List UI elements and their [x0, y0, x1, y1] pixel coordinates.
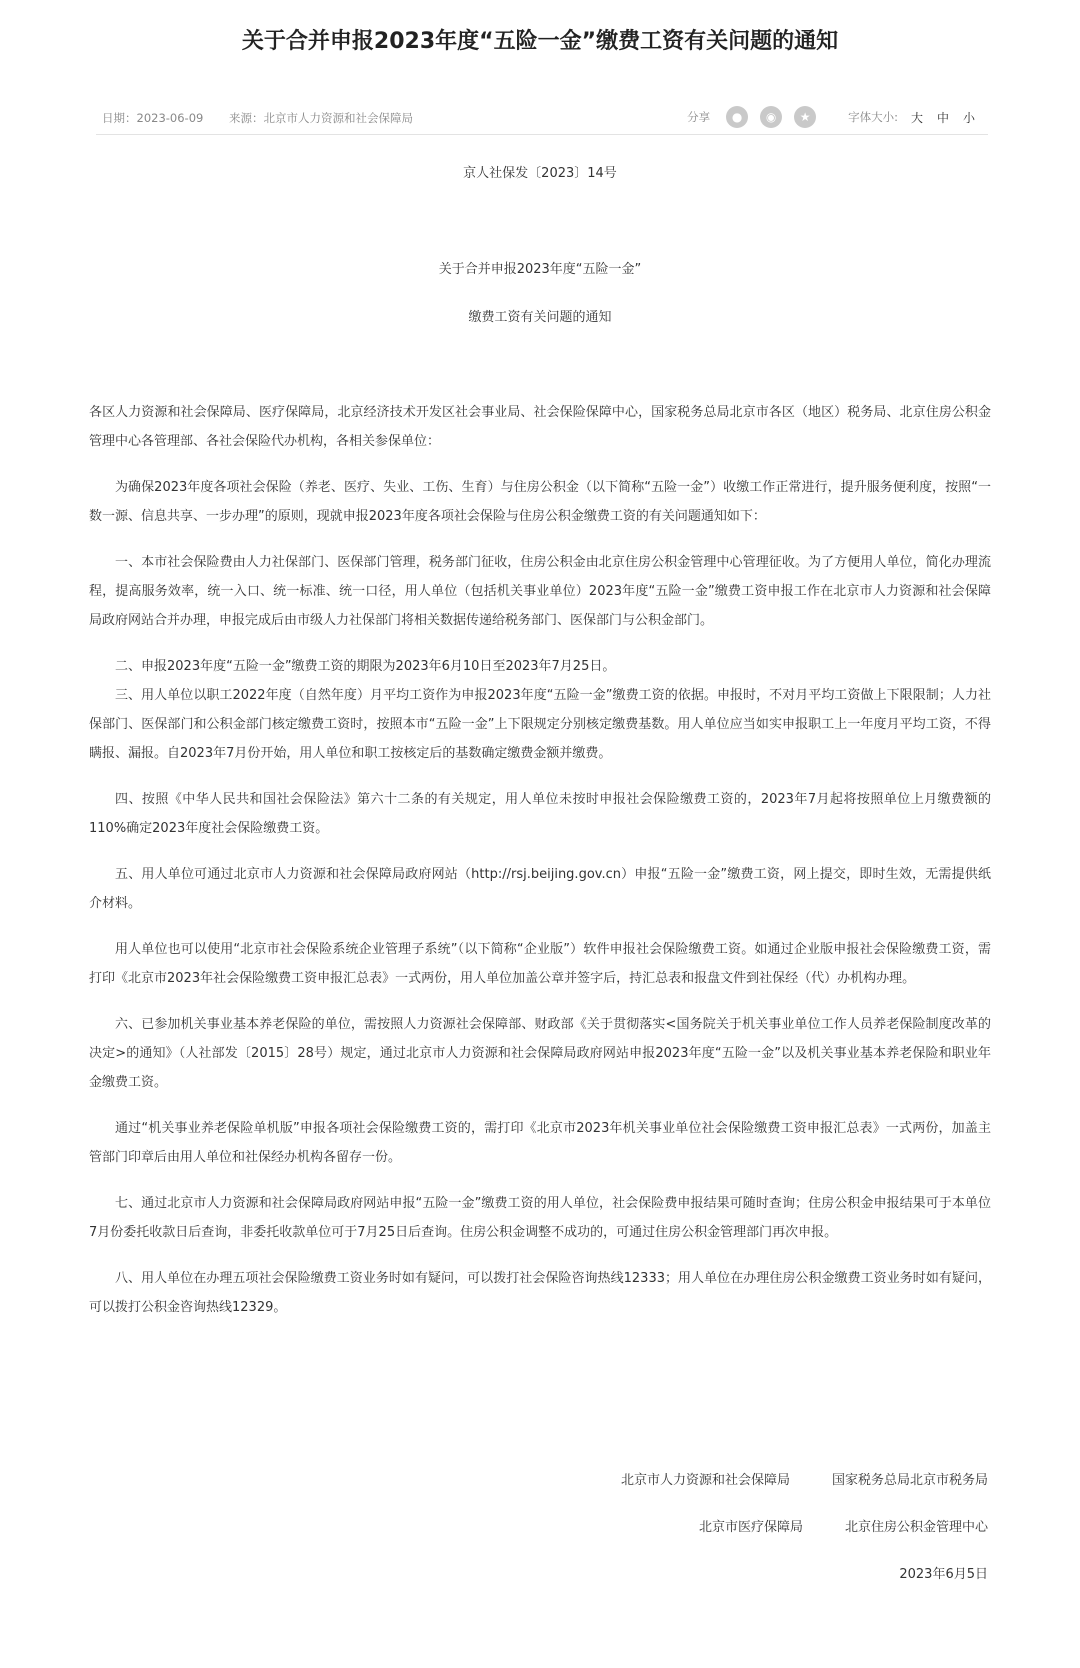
signature-org-housing-fund: 北京住房公积金管理中心 [844, 1520, 988, 1535]
document-subtitle-line-1: 关于合并申报2023年度“五险一金” [438, 262, 642, 277]
wechat-icon[interactable]: ● [726, 106, 748, 128]
signature-org-medical: 北京市医疗保障局 [698, 1520, 803, 1535]
source: 来源：北京市人力资源和社会保障局 [229, 111, 413, 125]
section-2-paragraph: 二、申报2023年度“五险一金”缴费工资的期限为2023年6月10日至2023年7月25日。 [115, 659, 616, 674]
favorite-icon[interactable]: ★ [794, 106, 816, 128]
section-8-paragraph: 八、用人单位在办理五项社会保险缴费工资业务时如有疑问，可以拨打社会保险咨询热线12333；用人单位在办理住房公积金缴费工资业务时如有疑问，可以拨打公积金咨询热线12329。 [89, 1271, 991, 1315]
section-4-paragraph: 四、按照《中华人民共和国社会保险法》第六十二条的有关规定，用人单位未按时申报社会保险缴费工资的，2023年7月起将按照单位上月缴费额的110%确定2023年度社会保险缴费工资。 [89, 792, 991, 836]
document-subtitle-line-2: 缴费工资有关问题的通知 [468, 310, 612, 325]
section-5-paragraph: 五、用人单位可通过北京市人力资源和社会保障局政府网站（http://rsj.beijing.gov.cn）申报“五险一金”缴费工资，网上提交，即时生效，无需提供纸介材料。 [89, 867, 991, 911]
addressee-paragraph: 各区人力资源和社会保障局、医疗保障局，北京经济技术开发区社会事业局、社会保险保障中心，国家税务总局北京市各区（地区）税务局、北京住房公积金管理中心各管理部、各社会保险代办机构，各相关参保单位： [89, 405, 991, 449]
publish-date: 日期：2023-06-09 [102, 111, 204, 125]
font-size-small-button[interactable]: 小 [962, 110, 975, 125]
signature-block [579, 1473, 988, 1614]
document-number: 京人社保发〔2023〕14号 [463, 166, 617, 181]
meta-bar [96, 104, 988, 135]
weibo-icon[interactable]: ◉ [760, 106, 782, 128]
section-7-paragraph: 七、通过北京市人力资源和社会保障局政府网站申报“五险一金”缴费工资的用人单位，社会保险费申报结果可随时查询；住房公积金申报结果可于本单位7月份委托收款日后查询，非委托收款单位可于7月25日后查询。住房公积金调整不成功的，可通过住房公积金管理部门再次申报。 [89, 1196, 991, 1240]
section-5-supplement-paragraph: 用人单位也可以使用“北京市社会保险系统企业管理子系统”（以下简称“企业版”）软件申报社会保险缴费工资。如通过企业版申报社会保险缴费工资，需打印《北京市2023年社会保险缴费工资申报汇总表》一式两份，用人单位加盖公章并签字后，持汇总表和报盘文件到社保经（代）办机构办理。 [89, 942, 991, 986]
page-title: 关于合并申报2023年度“五险一金”缴费工资有关问题的通知 [241, 29, 839, 54]
meta-info [102, 110, 435, 126]
section-6-paragraph: 六、已参加机关事业基本养老保险的单位，需按照人力资源社会保障部、财政部《关于贯彻落实<国务院关于机关事业单位工作人员养老保险制度改革的决定>的通知》（人社部发〔2015〕28号）规定，通过北京市人力资源和社会保障局政府网站申报2023年度“五险一金”以及机关事业基本养老保险和职业年金缴费工资。 [89, 1017, 991, 1090]
intro-paragraph: 为确保2023年度各项社会保险（养老、医疗、失业、工伤、生育）与住房公积金（以下简称“五险一金”）收缴工作正常进行，提升服务便利度，按照“一数一源、信息共享、一步办理”的原则，现就申报2023年度各项社会保险与住房公积金缴费工资的有关问题通知如下： [89, 480, 991, 524]
meta-tools [687, 104, 982, 130]
section-1-paragraph: 一、本市社会保险费由人力社保部门、医保部门管理，税务部门征收，住房公积金由北京住房公积金管理中心管理征收。为了方便用人单位，简化办理流程，提高服务效率，统一入口、统一标准、统一口径，用人单位（包括机关事业单位）2023年度“五险一金”缴费工资申报工作在北京市人力资源和社会保障局政府网站合并办理，申报完成后由市级人力社保部门将相关数据传递给税务部门、医保部门与公积金部门。 [89, 555, 991, 628]
font-size-medium-button[interactable]: 中 [936, 110, 949, 125]
document-body [89, 398, 991, 1339]
font-size-large-button[interactable]: 大 [910, 110, 923, 125]
signature-org-hrss: 北京市人力资源和社会保障局 [620, 1473, 790, 1488]
section-3-paragraph: 三、用人单位以职工2022年度（自然年度）月平均工资作为申报2023年度“五险一金”缴费工资的依据。申报时，不对月平均工资做上下限限制；人力社保部门、医保部门和公积金部门核定缴费工资时，按照本市“五险一金”上下限规定分别核定缴费基数。用人单位应当如实申报职工上一年度月平均工资，不得瞒报、漏报。自2023年7月份开始，用人单位和职工按核定后的基数确定缴费金额并缴费。 [89, 688, 991, 761]
section-6-supplement-paragraph: 通过“机关事业养老保险单机版”申报各项社会保险缴费工资的，需打印《北京市2023年机关事业单位社会保险缴费工资申报汇总表》一式两份，加盖主管部门印章后由用人单位和社保经办机构各留存一份。 [89, 1121, 991, 1165]
signature-org-tax: 国家税务总局北京市税务局 [831, 1473, 988, 1488]
font-size-label: 字体大小: [848, 110, 898, 124]
signature-row-1 [579, 1473, 988, 1489]
share-label: 分享 [687, 110, 711, 124]
signature-date: 2023年6月5日 [899, 1567, 988, 1582]
signature-row-2 [579, 1520, 988, 1536]
